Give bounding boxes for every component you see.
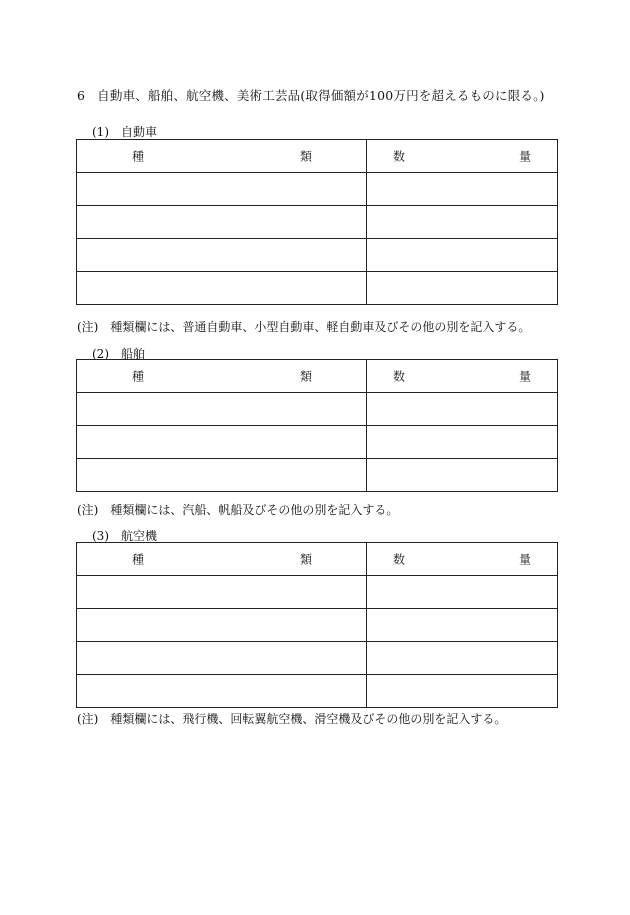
table-row: [77, 206, 558, 239]
note-label: (注): [77, 712, 99, 726]
table-row: [77, 173, 558, 206]
quantity-cell[interactable]: [367, 393, 558, 426]
quantity-cell[interactable]: [367, 576, 558, 609]
kind-cell[interactable]: [77, 426, 367, 459]
kind-cell[interactable]: [77, 675, 367, 708]
automobiles-note: [77, 318, 530, 335]
table-header-row: [77, 140, 558, 173]
kind-header: 種 類: [77, 543, 367, 576]
table-row: [77, 426, 558, 459]
quantity-header: 数 量: [367, 360, 558, 393]
kind-cell[interactable]: [77, 459, 367, 492]
quantity-header: 数 量: [367, 543, 558, 576]
quantity-cell[interactable]: [367, 272, 558, 305]
ships-table: [76, 359, 558, 492]
table-row: [77, 576, 558, 609]
kind-header: 種 類: [77, 140, 367, 173]
table-row: [77, 642, 558, 675]
quantity-header: 数 量: [367, 140, 558, 173]
quantity-cell[interactable]: [367, 675, 558, 708]
subsection-number: (3): [92, 529, 109, 543]
kind-header: 種 類: [77, 360, 367, 393]
subsection-heading-automobiles: [92, 123, 157, 140]
quantity-cell[interactable]: [367, 459, 558, 492]
subsection-title: 船舶: [121, 347, 146, 361]
kind-cell[interactable]: [77, 609, 367, 642]
note-text: 種類欄には、汽船、帆船及びその他の別を記入する。: [110, 503, 399, 517]
ships-note: [77, 501, 398, 518]
subsection-number: (2): [92, 347, 109, 361]
quantity-cell[interactable]: [367, 609, 558, 642]
subsection-title: 航空機: [121, 529, 158, 543]
quantity-cell[interactable]: [367, 239, 558, 272]
quantity-cell[interactable]: [367, 642, 558, 675]
kind-cell[interactable]: [77, 206, 367, 239]
subsection-number: (1): [92, 125, 109, 139]
subsection-title: 自動車: [121, 125, 158, 139]
kind-cell[interactable]: [77, 173, 367, 206]
aircraft-table: [76, 542, 558, 708]
note-label: (注): [77, 320, 99, 334]
kind-cell[interactable]: [77, 576, 367, 609]
kind-cell[interactable]: [77, 393, 367, 426]
section-number: 6: [77, 88, 86, 103]
section-heading: [77, 86, 545, 104]
table-row: [77, 239, 558, 272]
kind-cell[interactable]: [77, 642, 367, 675]
table-row: [77, 272, 558, 305]
quantity-cell[interactable]: [367, 173, 558, 206]
kind-cell[interactable]: [77, 272, 367, 305]
section-title: 自動車、船舶、航空機、美術工芸品(取得価額が100万円を超えるものに限る。): [97, 88, 545, 103]
aircraft-note: [77, 710, 506, 727]
kind-cell[interactable]: [77, 239, 367, 272]
note-text: 種類欄には、飛行機、回転翼航空機、滑空機及びその他の別を記入する。: [110, 712, 507, 726]
table-row: [77, 459, 558, 492]
table-header-row: [77, 360, 558, 393]
table-row: [77, 675, 558, 708]
table-row: [77, 393, 558, 426]
table-row: [77, 609, 558, 642]
note-text: 種類欄には、普通自動車、小型自動車、軽自動車及びその他の別を記入する。: [110, 320, 531, 334]
quantity-cell[interactable]: [367, 206, 558, 239]
table-header-row: [77, 543, 558, 576]
note-label: (注): [77, 503, 99, 517]
automobiles-table: [76, 139, 558, 305]
quantity-cell[interactable]: [367, 426, 558, 459]
